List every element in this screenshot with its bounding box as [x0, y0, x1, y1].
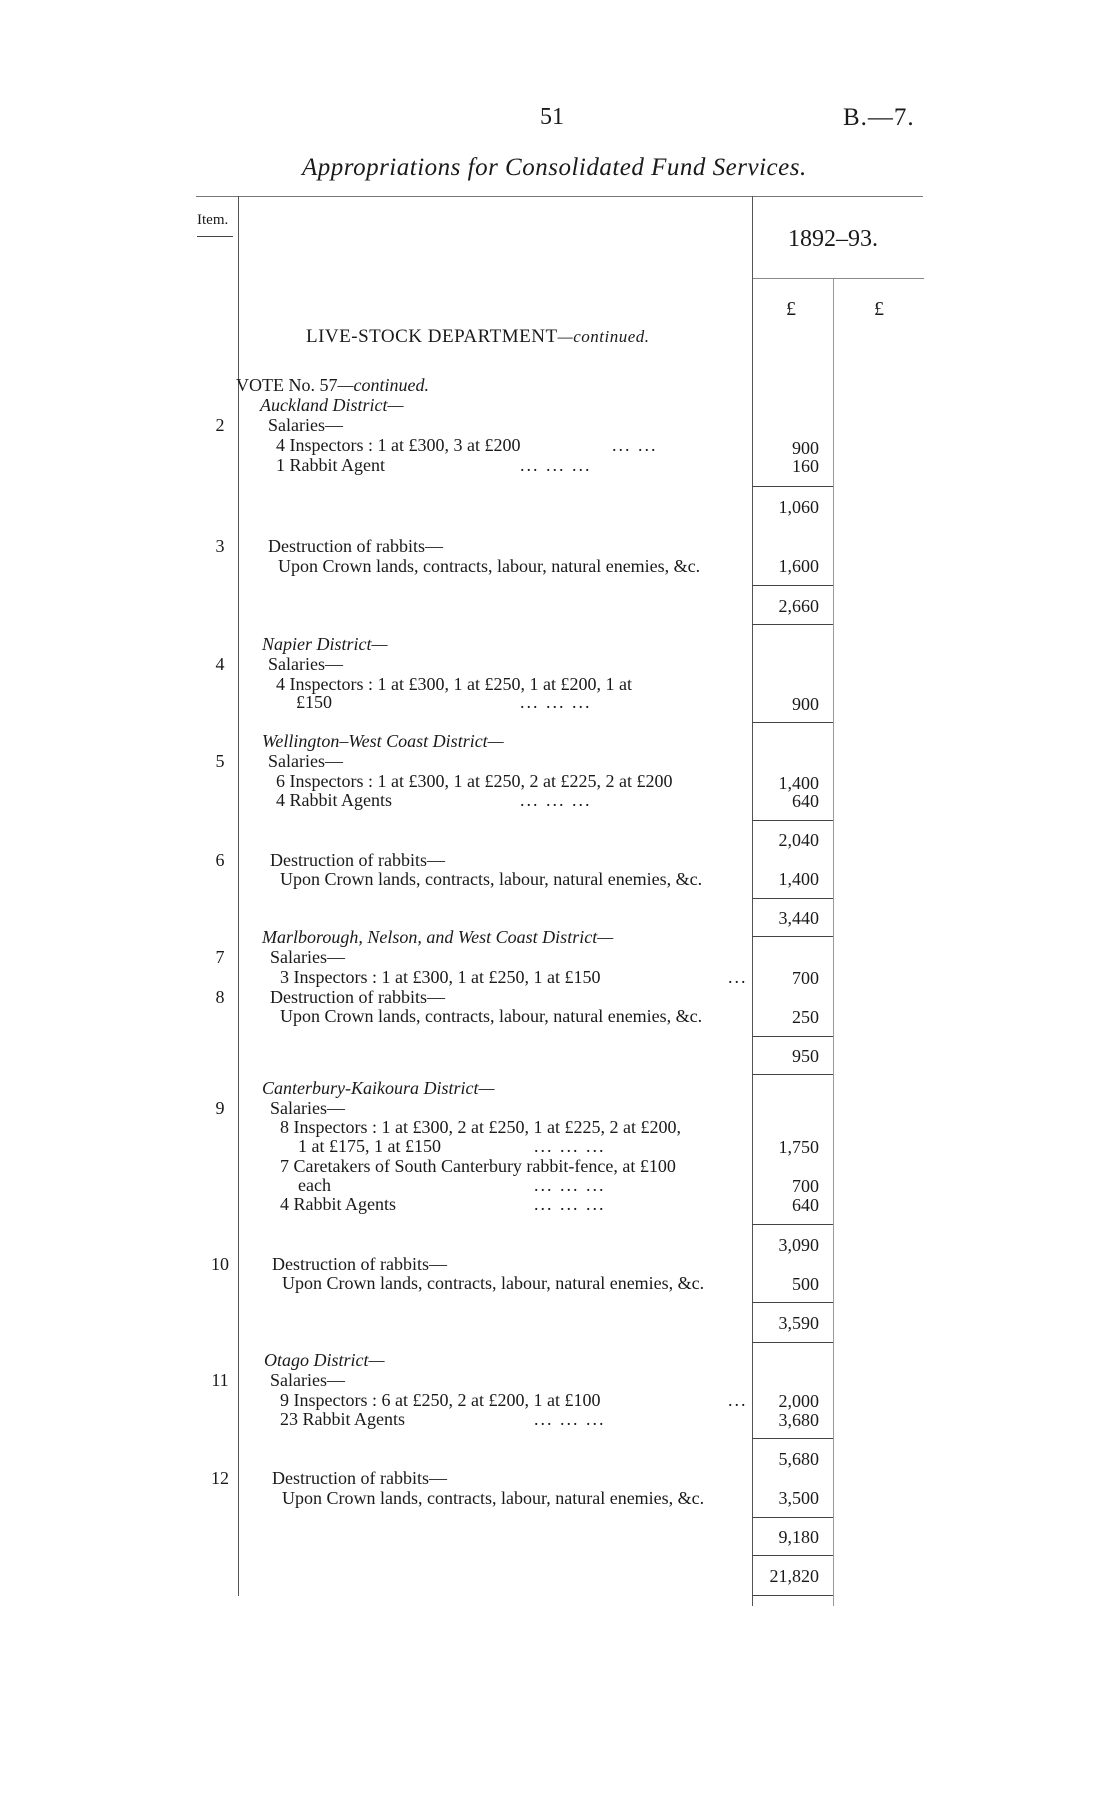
- amount-cell: 500: [792, 1274, 819, 1294]
- leader-dots: ... ... ...: [534, 1175, 606, 1195]
- year-header: 1892–93.: [788, 226, 878, 252]
- grand-total: 21,820: [769, 1566, 819, 1586]
- subtotal-rule: [752, 585, 833, 586]
- destruction-label: Destruction of rabbits—: [270, 987, 445, 1007]
- budget-line: 8 Inspectors : 1 at £300, 2 at £250, 1 at £225, 2 at £200,: [280, 1117, 681, 1137]
- leader-dots: ...: [728, 967, 748, 987]
- amount-cell: 700: [792, 968, 819, 988]
- total-rule: [752, 722, 833, 723]
- destruction-label: Destruction of rabbits—: [272, 1254, 447, 1274]
- leader-dots: ... ... ...: [534, 1409, 606, 1429]
- item-column-divider: [238, 196, 239, 1596]
- vote-label: VOTE No. 57: [236, 375, 338, 395]
- budget-line: Upon Crown lands, contracts, labour, natural enemies, &c.: [282, 1488, 705, 1508]
- destruction-label: Destruction of rabbits—: [268, 536, 443, 556]
- subtotal-rule: [752, 898, 833, 899]
- salaries-label: Salaries—: [268, 654, 343, 674]
- amount-cell: 3,440: [778, 908, 819, 928]
- amount-cell: 1,400: [778, 773, 819, 793]
- budget-line: 9 Inspectors : 6 at £250, 2 at £200, 1 at £100: [280, 1390, 601, 1410]
- item-number: 2: [215, 415, 225, 435]
- amount-cell: 640: [792, 791, 819, 811]
- district-heading: Auckland District—: [260, 395, 404, 415]
- district-heading: Napier District—: [262, 634, 388, 654]
- budget-line: Upon Crown lands, contracts, labour, natural enemies, &c.: [280, 1006, 703, 1026]
- salaries-label: Salaries—: [270, 1098, 345, 1118]
- amount-cell: 2,660: [778, 596, 819, 616]
- budget-line: 3 Inspectors : 1 at £300, 1 at £250, 1 at £150: [280, 967, 601, 987]
- amount-cell: 950: [792, 1046, 819, 1066]
- amount-cell: 640: [792, 1195, 819, 1215]
- budget-line: Upon Crown lands, contracts, labour, natural enemies, &c.: [282, 1273, 705, 1293]
- currency-symbol-col1: £: [786, 298, 796, 320]
- amount-cell: 3,090: [778, 1235, 819, 1255]
- leader-dots: ... ...: [612, 435, 658, 455]
- salaries-label: Salaries—: [270, 1370, 345, 1390]
- budget-line: 6 Inspectors : 1 at £300, 1 at £250, 2 at £225, 2 at £200: [276, 771, 673, 791]
- total-rule: [752, 936, 833, 937]
- department-heading: [306, 326, 650, 348]
- destruction-label: Destruction of rabbits—: [272, 1468, 447, 1488]
- district-heading: Marlborough, Nelson, and West Coast District—: [262, 927, 614, 947]
- budget-line: 1 Rabbit Agent: [276, 455, 385, 475]
- amount-cell: 9,180: [778, 1527, 819, 1547]
- grand-total-rule: [752, 1595, 833, 1596]
- vote-heading: [236, 375, 429, 396]
- subtotal-rule: [752, 1555, 833, 1556]
- budget-line: 4 Inspectors : 1 at £300, 1 at £250, 1 at £200, 1 at: [276, 674, 632, 694]
- leader-dots: ... ... ...: [534, 1194, 606, 1214]
- amount-cell: 250: [792, 1007, 819, 1027]
- subtotal-rule: [752, 820, 833, 821]
- budget-line: £150: [296, 692, 332, 712]
- budget-line: Upon Crown lands, contracts, labour, natural enemies, &c.: [278, 556, 701, 576]
- salaries-label: Salaries—: [270, 947, 345, 967]
- budget-line: 4 Inspectors : 1 at £300, 3 at £200: [276, 435, 521, 455]
- total-rule: [752, 1074, 833, 1075]
- amount-cell: 1,750: [778, 1137, 819, 1157]
- item-number: 5: [215, 751, 225, 771]
- item-number: 12: [211, 1468, 229, 1488]
- leader-dots: ... ... ...: [520, 790, 592, 810]
- vote-continued: —continued.: [337, 375, 429, 395]
- budget-line: 7 Caretakers of South Canterbury rabbit-fence, at £100: [280, 1156, 676, 1176]
- item-column-header: Item.: [197, 212, 229, 228]
- subtotal-rule: [752, 1036, 833, 1037]
- subtotal-rule: [752, 486, 833, 487]
- amount-cell: 700: [792, 1176, 819, 1196]
- department-continued: —continued.: [557, 327, 650, 346]
- district-heading: Canterbury-Kaikoura District—: [262, 1078, 495, 1098]
- amount-cell: 1,400: [778, 869, 819, 889]
- page-number: 51: [540, 104, 564, 130]
- department-title: LIVE-STOCK DEPARTMENT: [306, 326, 558, 347]
- destruction-label: Destruction of rabbits—: [270, 850, 445, 870]
- currency-symbol-col2: £: [874, 298, 884, 320]
- leader-dots: ... ... ...: [520, 455, 592, 475]
- amount-cell: 2,000: [778, 1391, 819, 1411]
- amount-cell: 900: [792, 694, 819, 714]
- amount-cell: 3,590: [778, 1313, 819, 1333]
- running-title: Appropriations for Consolidated Fund Services.: [302, 154, 807, 181]
- header-rule: [196, 196, 923, 197]
- leader-dots: ... ... ...: [534, 1136, 606, 1156]
- amount-cell: 160: [792, 456, 819, 476]
- amount-cell: 3,680: [778, 1410, 819, 1430]
- budget-line: each: [298, 1175, 331, 1195]
- district-heading: Wellington–West Coast District—: [262, 731, 504, 751]
- subtotal-rule: [752, 1517, 833, 1518]
- subtotal-rule: [752, 1224, 833, 1225]
- salaries-label: Salaries—: [268, 751, 343, 771]
- salaries-label: Salaries—: [268, 415, 343, 435]
- item-number: 8: [215, 987, 225, 1007]
- budget-line: 23 Rabbit Agents: [280, 1409, 405, 1429]
- budget-line: 4 Rabbit Agents: [280, 1194, 396, 1214]
- document-reference: B.—7.: [843, 104, 915, 131]
- total-rule: [752, 624, 833, 625]
- district-heading: Otago District—: [264, 1350, 385, 1370]
- amount-cell: 3,500: [778, 1488, 819, 1508]
- year-rule: [752, 278, 924, 279]
- item-number: 9: [215, 1098, 225, 1118]
- amount-cell: 1,060: [778, 497, 819, 517]
- item-number: 3: [215, 536, 225, 556]
- subtotal-rule: [752, 1438, 833, 1439]
- item-number: 4: [215, 654, 225, 674]
- budget-line: 4 Rabbit Agents: [276, 790, 392, 810]
- leader-dots: ... ... ...: [520, 692, 592, 712]
- amount-cell: 5,680: [778, 1449, 819, 1469]
- leader-dots: ...: [728, 1390, 748, 1410]
- item-number: 6: [215, 850, 225, 870]
- item-underline: [197, 236, 233, 237]
- budget-line: Upon Crown lands, contracts, labour, natural enemies, &c.: [280, 869, 703, 889]
- item-number: 11: [211, 1370, 229, 1390]
- amount-column-right: [833, 278, 834, 1606]
- amount-cell: 1,600: [778, 556, 819, 576]
- item-number: 7: [215, 947, 225, 967]
- budget-line: 1 at £175, 1 at £150: [298, 1136, 441, 1156]
- amount-cell: 900: [792, 438, 819, 458]
- total-rule: [752, 1342, 833, 1343]
- item-number: 10: [211, 1254, 229, 1274]
- amount-cell: 2,040: [778, 830, 819, 850]
- subtotal-rule: [752, 1302, 833, 1303]
